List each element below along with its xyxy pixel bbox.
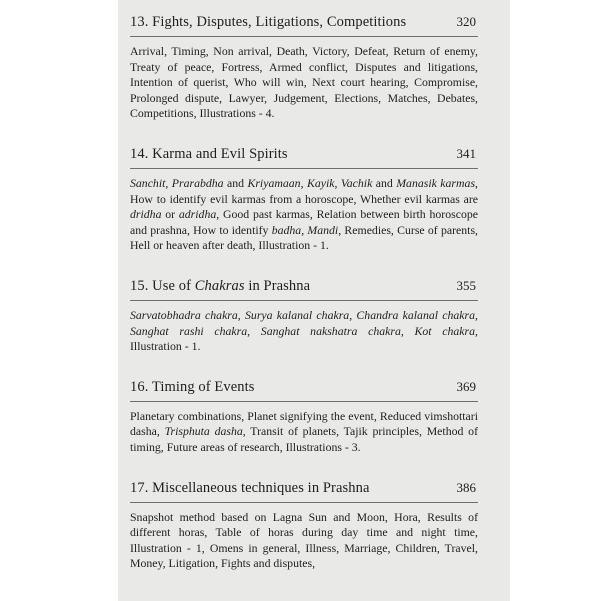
italic-term: Chandra kalanal chakra (356, 307, 476, 322)
left-margin (0, 0, 118, 601)
entry-title (130, 278, 310, 295)
italic-term: Surya kalanal chakra (245, 307, 350, 322)
toc-entry (130, 146, 478, 254)
italic-term: Prarabdha (171, 175, 224, 190)
table-of-contents (130, 14, 478, 582)
text-run: , (400, 323, 415, 338)
entry-page-number: 320 (456, 14, 476, 29)
toc-entry (130, 14, 478, 122)
entry-heading (130, 278, 478, 301)
entry-heading (130, 146, 478, 169)
entry-heading (130, 14, 478, 37)
entry-title-post: in Prashna (244, 277, 311, 294)
entry-topics (130, 308, 478, 355)
italic-term: Trisphuta dasha (164, 424, 243, 439)
entry-heading (130, 379, 478, 402)
entry-title-italic: Chakras (194, 277, 245, 294)
entry-heading (130, 480, 478, 503)
italic-term: Sanghat nakshatra chakra (260, 323, 401, 338)
entry-number: 13. (130, 14, 149, 30)
italic-term: Kriyamaan (247, 175, 301, 190)
entry-title (130, 146, 288, 163)
toc-entry (130, 480, 478, 572)
text-run: , (334, 175, 341, 190)
text-run: and (223, 175, 248, 190)
text-run: , (300, 175, 307, 190)
text-run: , (475, 307, 478, 322)
text-run: , (301, 222, 308, 237)
italic-term: Vachik (340, 175, 373, 190)
italic-term: Manasik karmas (396, 175, 476, 190)
text-run: and (372, 175, 397, 190)
italic-term: Sanchit (130, 175, 166, 190)
entry-title-text: Miscellaneous techniques in Prashna (152, 479, 370, 496)
text-run: , Remedies, Curse of parents, Hell or heaven after death, Illustration - 1. (130, 222, 478, 253)
italic-term: Kayik (306, 175, 335, 190)
text-run: , (237, 307, 246, 322)
entry-page-number: 369 (456, 378, 476, 394)
text-run: , (165, 175, 172, 190)
italic-term: Mandi (307, 222, 339, 237)
entry-title-pre: Use of (152, 277, 195, 294)
italic-term: Sanghat rashi chakra (130, 323, 248, 338)
text-run: or (161, 207, 179, 222)
entry-title (130, 480, 370, 497)
text-run: , Transit of planets, Tajik principles, Method of timing, Future areas of research, Illustrations - 3. (130, 424, 478, 454)
italic-term: Kot chakra (414, 323, 476, 338)
entry-page-number: 386 (456, 479, 476, 495)
book-page (118, 0, 510, 601)
entry-page-number: 341 (456, 145, 476, 161)
text-run: , (349, 307, 357, 322)
toc-entry (130, 379, 478, 456)
toc-entry (130, 278, 478, 355)
entry-number: 14. (130, 145, 149, 162)
entry-number: 16. (130, 378, 149, 395)
entry-title (130, 14, 406, 31)
entry-number: 17. (130, 479, 149, 496)
entry-number: 15. (130, 277, 149, 294)
entry-page-number: 355 (456, 277, 476, 293)
entry-topics (130, 176, 478, 254)
text-run: , Illustration - 1. (130, 323, 478, 354)
entry-topics (130, 409, 478, 456)
entry-title-text: Karma and Evil Spirits (152, 145, 288, 162)
entry-topics: Arrival, Timing, Non arrival, Death, Victory, Defeat, Return of enemy, Treaty of peace, Fortress, Armed conflict, Disputes and litigations, Intention of querist, Who will win, Next court hearing, Compromise, Prolonged dispute, Lawyer, Judgement, Elections, Matches, Debates, Competitions, Illustrations - 4. (130, 44, 478, 121)
text-run: , How to identify evil karmas from a horoscope, Whether evil karmas are (130, 175, 478, 206)
italic-term: adridha (178, 207, 217, 222)
text-run: Planetary combinations, Planet signifying the event, Reduced vimshottari dasha, (130, 408, 478, 439)
entry-title-text: Fights, Disputes, Litigations, Competitions (152, 14, 407, 30)
text-run: , Good past karmas, Relation between birth horoscope and prashna, How to identify (130, 207, 478, 237)
text-run: , (247, 323, 261, 338)
entry-title-text: Timing of Events (151, 378, 255, 395)
italic-term: dridha (130, 207, 162, 222)
italic-term: Sarvatobhadra chakra (130, 307, 238, 322)
italic-term: badha (271, 222, 302, 237)
entry-topics: Snapshot method based on Lagna Sun and Moon, Hora, Results of different horas, Table of horas during day time and night time, Illustration - 1, Omens in general, Illness, Marriage, Children, Travel, Money, Litigation, Fights and disputes, (130, 509, 478, 571)
entry-title (130, 379, 254, 396)
